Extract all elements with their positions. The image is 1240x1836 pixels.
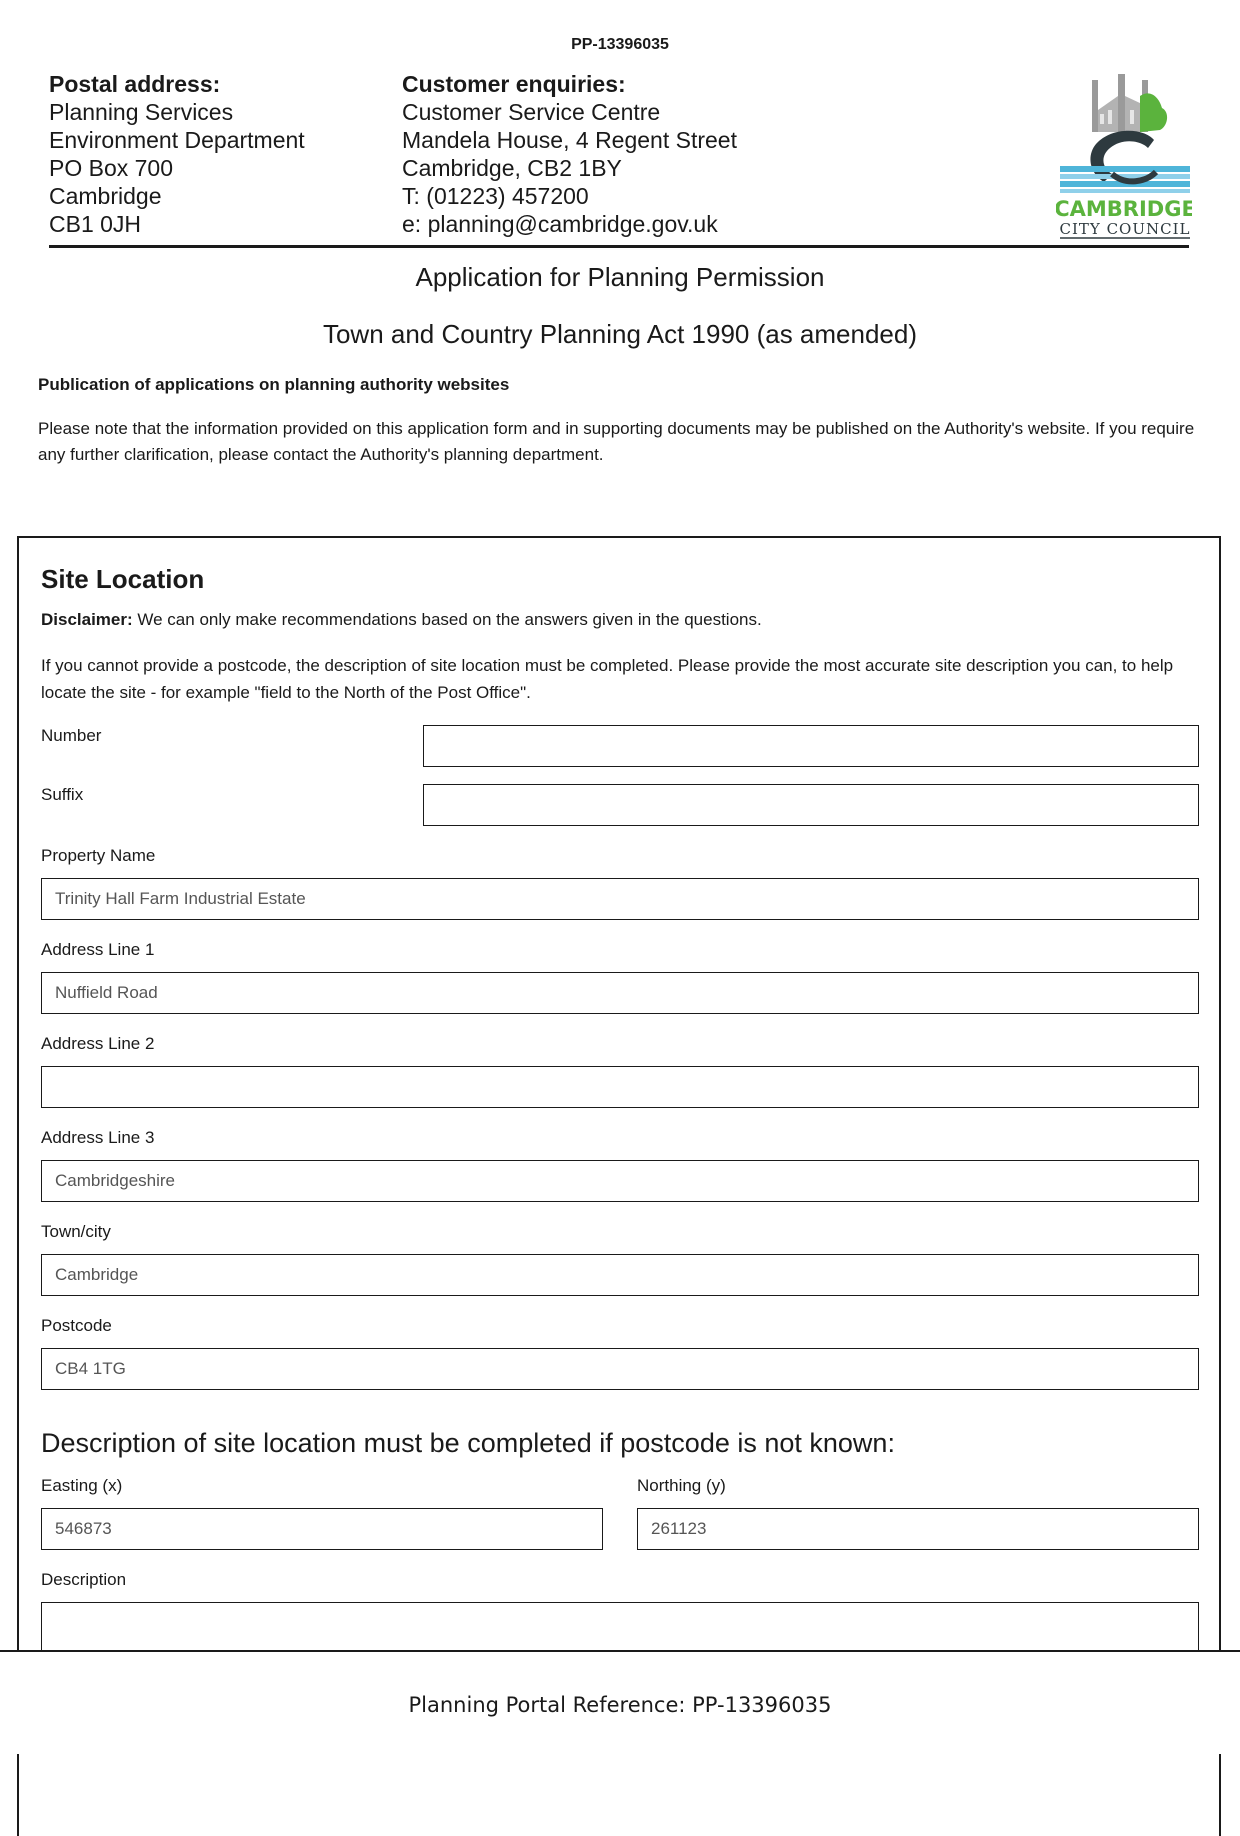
postal-address-heading: Postal address: xyxy=(49,71,221,97)
suffix-field[interactable] xyxy=(423,784,1199,826)
number-field[interactable] xyxy=(423,725,1199,767)
postcode-label: Postcode xyxy=(41,1316,112,1335)
publication-heading: Publication of applications on planning authority websites xyxy=(38,375,510,394)
site-location-help: If you cannot provide a postcode, the description of site location must be completed. Please provide the most accurate site description you can, to help locate the site - for example "field to the North of the Post Office". xyxy=(41,656,1174,702)
logo-graphic xyxy=(1056,74,1192,240)
disclaimer-label: Disclaimer: xyxy=(41,610,133,629)
site-location-title: Site Location xyxy=(41,564,205,594)
address-line-2-label: Address Line 2 xyxy=(41,1034,155,1053)
footer-reference: Planning Portal Reference: PP-13396035 xyxy=(408,1693,832,1717)
logo-wordmark-top: CAMBRIDGE xyxy=(1056,197,1192,221)
publication-notice: Please note that the information provided on this application form and in supporting documents may be published on the Authority's website. If you require any further clarification, please contact the Authority's planning department. xyxy=(38,419,1195,464)
town-city-field[interactable]: Cambridge xyxy=(41,1254,1199,1296)
disclaimer xyxy=(41,610,762,630)
property-name-field[interactable]: Trinity Hall Farm Industrial Estate xyxy=(41,878,1199,920)
postal-address-line: Cambridge xyxy=(49,183,162,209)
form-title: Application for Planning Permission xyxy=(415,262,825,292)
customer-enquiries-line: Cambridge, CB2 1BY xyxy=(402,155,622,181)
address-line-1-label: Address Line 1 xyxy=(41,940,155,959)
address-line-1-field[interactable]: Nuffield Road xyxy=(41,972,1199,1014)
customer-enquiries-line: Mandela House, 4 Regent Street xyxy=(402,127,737,153)
postal-address-line: Environment Department xyxy=(49,127,305,153)
northing-field[interactable]: 261123 xyxy=(637,1508,1199,1550)
address-line-2-field[interactable] xyxy=(41,1066,1199,1108)
act-title: Town and Country Planning Act 1990 (as amended) xyxy=(322,319,918,349)
address-line-3-label: Address Line 3 xyxy=(41,1128,155,1147)
number-label: Number xyxy=(41,726,102,745)
postal-address-line: Planning Services xyxy=(49,99,234,125)
easting-field[interactable]: 546873 xyxy=(41,1508,603,1550)
customer-email-link[interactable]: e: planning@cambridge.gov.uk xyxy=(402,211,718,237)
header-divider xyxy=(49,245,1189,248)
town-city-label: Town/city xyxy=(41,1222,111,1241)
footer-divider xyxy=(0,1650,1240,1652)
postal-address-line: PO Box 700 xyxy=(49,155,174,181)
cambridge-city-council-logo xyxy=(1056,74,1192,240)
customer-enquiries-heading: Customer enquiries: xyxy=(402,71,626,97)
site-location-panel xyxy=(17,536,1221,1836)
property-name-label: Property Name xyxy=(41,846,156,865)
address-line-3-field[interactable]: Cambridgeshire xyxy=(41,1160,1199,1202)
easting-label: Easting (x) xyxy=(41,1476,123,1495)
reference-number: PP-13396035 xyxy=(571,36,669,53)
description-label: Description xyxy=(41,1570,127,1589)
customer-enquiries-line: Customer Service Centre xyxy=(402,99,661,125)
customer-enquiries xyxy=(402,70,737,238)
logo-wordmark-bottom: CITY COUNCIL xyxy=(1059,220,1191,238)
customer-enquiries-line: T: (01223) 457200 xyxy=(402,183,589,209)
postal-address xyxy=(49,70,305,238)
suffix-label: Suffix xyxy=(41,785,84,804)
disclaimer-text: We can only make recommendations based on the answers given in the questions. xyxy=(132,610,762,629)
northing-label: Northing (y) xyxy=(637,1476,726,1495)
site-description-heading: Description of site location must be completed if postcode is not known: xyxy=(41,1428,895,1458)
postal-address-line: CB1 0JH xyxy=(49,211,142,237)
postcode-field[interactable]: CB4 1TG xyxy=(41,1348,1199,1390)
